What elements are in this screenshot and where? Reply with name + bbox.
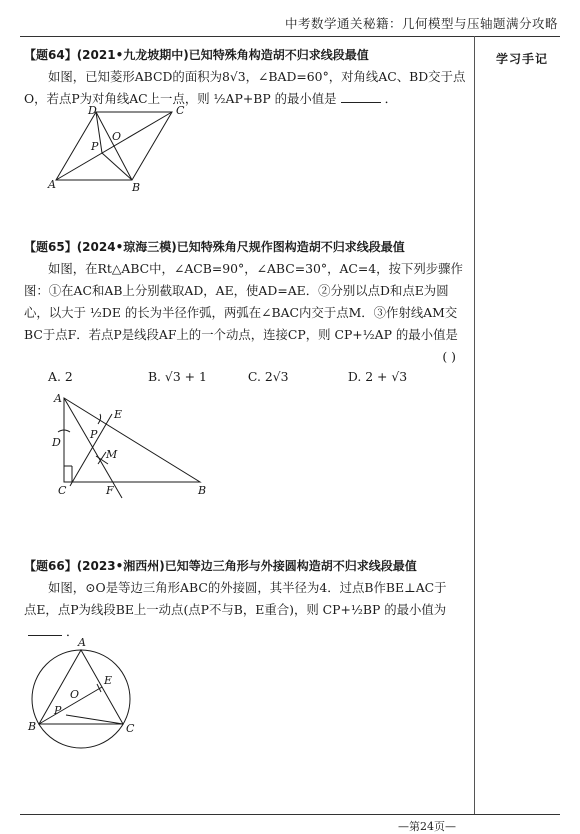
problem-66 <box>24 555 468 643</box>
segment-pb <box>102 153 132 180</box>
label-c: C <box>176 104 185 117</box>
circle-figure <box>26 632 156 772</box>
page-number: —第24页— <box>398 820 456 833</box>
label-o: O <box>70 688 80 701</box>
answer-bracket-row <box>24 346 468 368</box>
problem-text-line: 如图，已知菱形ABCD的面积为8√3，∠BAD=60°，对角线AC、BD交于点 <box>48 69 466 84</box>
header-rule <box>20 36 560 37</box>
problem-title: 【题65】(2024•琼海三模)已知特殊角尺规作图构造胡不归求线段最值 <box>24 240 405 254</box>
problem-text-line: 如图，⊙O是等边三角形ABC的外接圆，其半径为4．过点B作BE⊥AC于 <box>48 580 447 595</box>
label-b: B <box>132 181 141 194</box>
label-b: B <box>198 484 207 497</box>
label-o: O <box>112 130 122 143</box>
label-a: A <box>54 392 62 405</box>
period: ． <box>66 624 79 639</box>
label-d: D <box>52 436 61 449</box>
choice-b: B. √3 + 1 <box>147 369 207 384</box>
label-c: C <box>126 722 135 735</box>
problem-title: 【题66】(2023•湘西州)已知等边三角形与外接圆构造胡不归求线段最值 <box>24 559 417 573</box>
problem-text-line: 点E，点P为线段BE上一动点(点P不与B，E重合)，则 CP+½BP 的最小值为 <box>24 602 447 617</box>
problem-title: 【题64】(2021•九龙坡期中)已知特殊角构造胡不归求线段最值 <box>24 48 369 62</box>
label-e: E <box>104 674 113 687</box>
problem-text-line: 如图，在Rt△ABC中，∠ACB=90°，∠ABC=30°，AC=4，按下列步骤作 <box>48 261 463 276</box>
problem-text-line: BC于点F．若点P是线段AF上的一个动点，连接CP，则 CP+½AP 的最小值是 <box>24 327 458 342</box>
problem-65 <box>24 236 468 368</box>
label-b: B <box>28 720 37 733</box>
problem-text-line: 心，以大于 ½DE 的长为半径作弧，两弧在∠BAC内交于点M．③作射线AM交 <box>24 305 458 320</box>
rhombus-figure <box>40 100 240 195</box>
problem-text-line: 图：①在AC和AB上分别截取AD，AE，使AD=AE．②分别以点D和点E为圆 <box>24 283 449 298</box>
choices <box>48 369 468 384</box>
label-f: F <box>106 484 114 497</box>
label-e: E <box>114 408 123 421</box>
problem-text: O，若点P为对角线AC上一点，则 ½AP+BP 的最小值是 <box>24 91 337 106</box>
choice-c: C. 2√3 <box>247 369 289 384</box>
choice-d: D. 2 + √3 <box>347 369 408 384</box>
choice-a: A. 2 <box>48 369 73 384</box>
label-c: C <box>58 484 67 497</box>
segment-cp <box>66 715 123 724</box>
label-a: A <box>78 636 86 649</box>
triangle-abc <box>64 398 200 482</box>
footer-rule <box>20 814 560 815</box>
sidebar-title: 学习手记 <box>496 52 549 66</box>
page-header <box>0 0 580 40</box>
label-p: P <box>91 140 99 153</box>
answer-bracket: ( ) <box>442 349 456 364</box>
label-m: M <box>106 448 118 461</box>
margin-divider <box>474 36 475 814</box>
triangle-figure <box>40 390 220 500</box>
answer-blank <box>341 90 381 103</box>
triangle-abc <box>39 650 123 724</box>
label-p: P <box>54 704 62 717</box>
label-p: P <box>90 428 98 441</box>
label-d: D <box>88 104 97 117</box>
label-a: A <box>48 178 56 191</box>
book-title: 中考数学通关秘籍：几何模型与压轴题满分攻略 <box>284 16 558 31</box>
period: ． <box>384 91 397 106</box>
